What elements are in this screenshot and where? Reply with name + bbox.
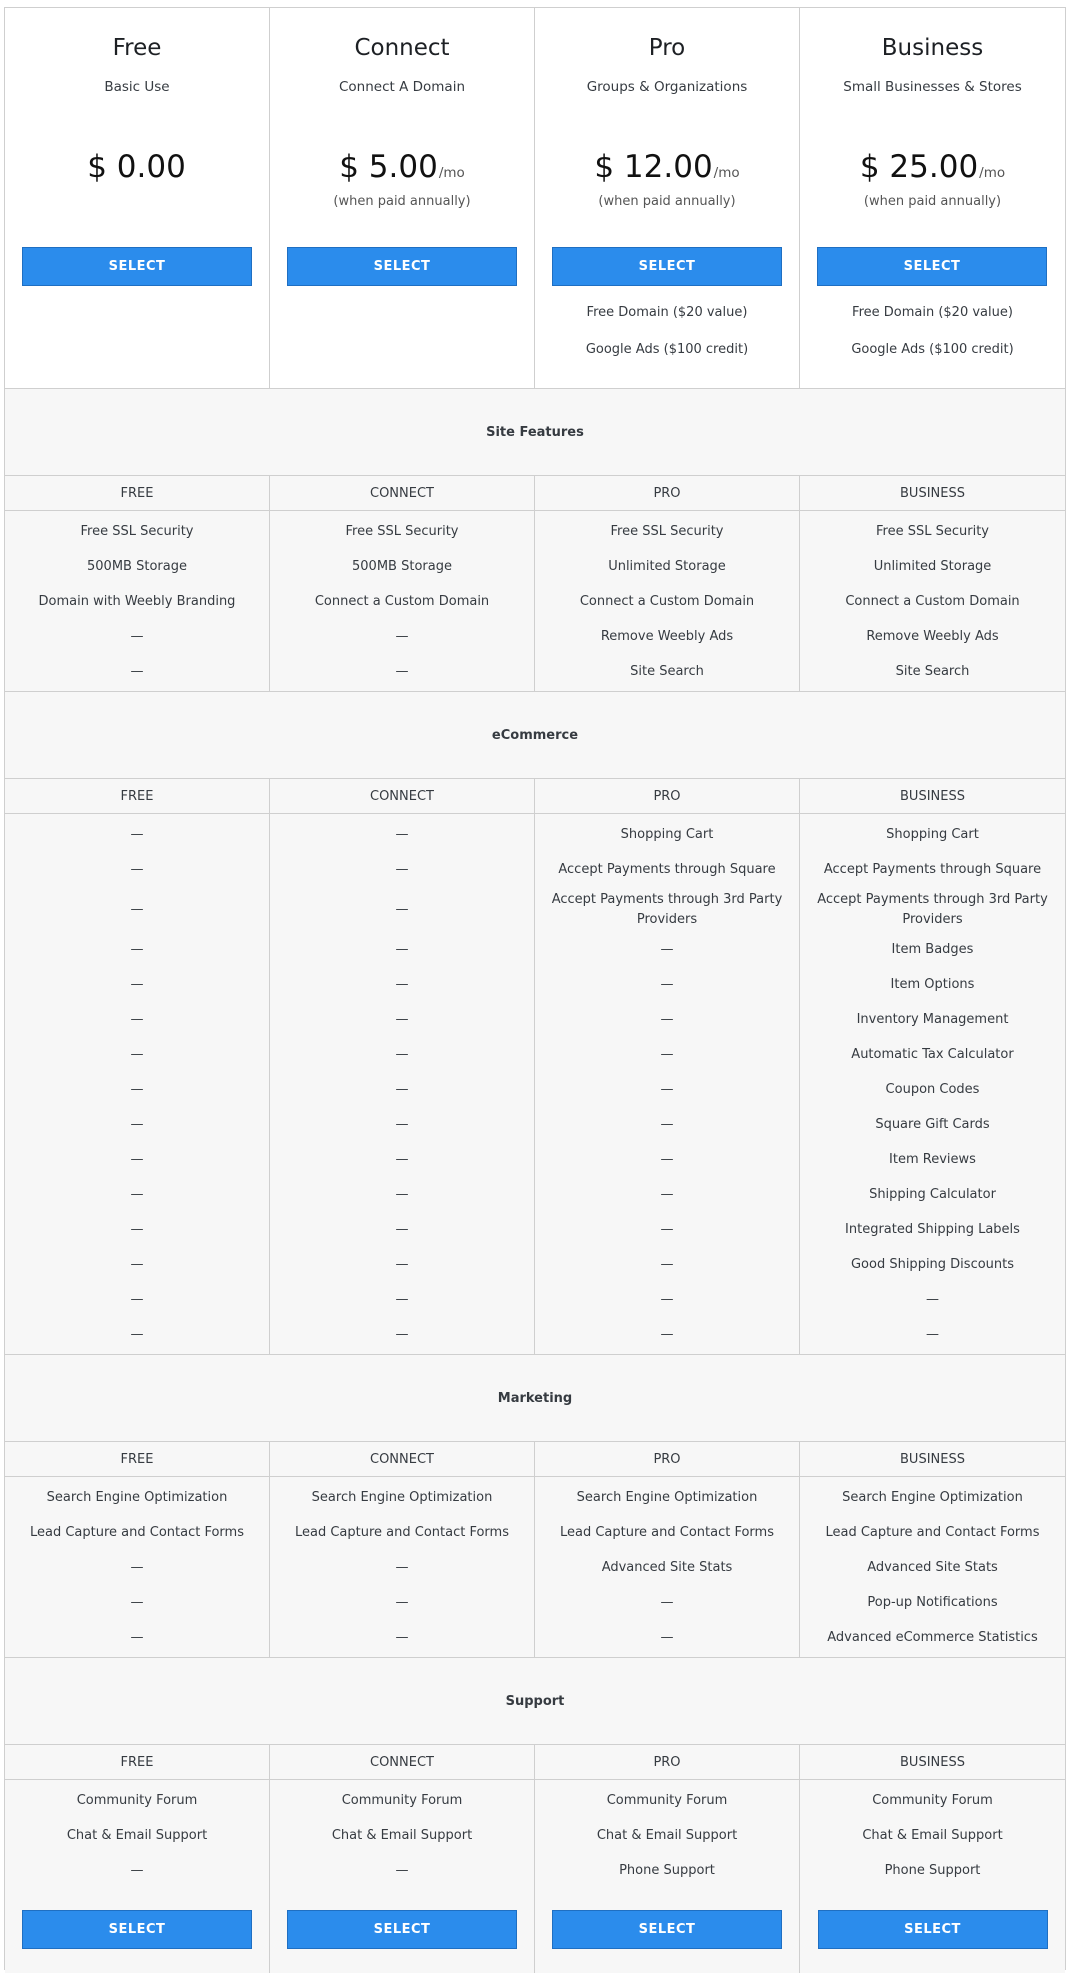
feature-item: — [395,976,409,992]
price-amount: $ 0.00 [87,149,186,185]
feature-item: — [395,861,409,877]
feature-item: Integrated Shipping Labels [845,1221,1020,1237]
feature-item: Accept Payments through 3rd Party Providers [817,891,1048,927]
column-header-row [5,1442,1065,1477]
column-header-free: FREE [5,1745,270,1780]
feature-column-business [800,814,1065,1354]
price-amount: $ 25.00 [859,149,979,185]
feature-item: Advanced Site Stats [601,1559,733,1575]
feature-item: — [660,1081,674,1097]
feature-item: Automatic Tax Calculator [851,1046,1014,1062]
billing-note: (when paid annually) [863,194,1002,209]
feature-item: — [130,861,144,877]
feature-item: Community Forum [872,1792,993,1808]
feature-item: — [660,1116,674,1132]
feature-item: Good Shipping Discounts [850,1256,1015,1272]
plan-subtitle: Basic Use [104,79,170,95]
plan-price [800,149,1065,185]
feature-item: Free SSL Security [80,523,194,539]
feature-item: Lead Capture and Contact Forms [559,1524,774,1540]
feature-item: Connect a Custom Domain [845,593,1020,609]
feature-item: Site Search [630,663,704,679]
feature-item: Square Gift Cards [875,1116,990,1132]
feature-column-pro [535,1780,800,1890]
feature-item: Phone Support [619,1862,715,1878]
feature-item: — [395,941,409,957]
price-amount: $ 12.00 [594,149,713,185]
plan-card-free [5,8,270,388]
column-header-row [5,1745,1065,1780]
feature-item: Community Forum [606,1792,728,1808]
feature-item: — [130,1081,144,1097]
feature-item: — [395,1081,409,1097]
feature-item: Chat & Email Support [862,1827,1003,1843]
feature-item: — [395,1046,409,1062]
feature-item: — [395,1116,409,1132]
feature-item: Advanced eCommerce Statistics [827,1629,1038,1645]
feature-column-business [800,511,1065,691]
footer-column [800,1890,1065,1973]
feature-column-free [5,814,270,1354]
feature-column-connect [270,511,535,691]
feature-item: Pop-up Notifications [867,1594,998,1610]
plan-header-row [5,8,1065,388]
plan-perk: Free Domain ($20 value) [852,305,1013,320]
feature-item: Chat & Email Support [66,1827,208,1843]
feature-item: — [130,976,144,992]
feature-column-free [5,1477,270,1657]
feature-item: — [395,1221,409,1237]
feature-item: Free SSL Security [610,523,724,539]
feature-item: Item Options [890,976,975,992]
feature-item: — [130,628,144,644]
feature-item: Community Forum [341,1792,463,1808]
feature-item: — [130,1221,144,1237]
pricing-table [4,7,1066,1970]
feature-item: — [395,1291,409,1307]
feature-sections [5,388,1065,1973]
plan-price [270,149,534,185]
feature-item: Domain with Weebly Branding [38,593,236,609]
feature-rows-ecommerce [5,814,1065,1354]
feature-item: — [660,1629,674,1645]
column-header-connect: CONNECT [270,779,535,814]
feature-item: — [130,1559,144,1575]
feature-column-pro [535,1477,800,1657]
column-header-pro: PRO [535,476,800,511]
feature-item: — [660,1256,674,1272]
feature-item: Connect a Custom Domain [579,593,755,609]
plan-name: Free [112,35,162,61]
feature-column-business [800,1780,1065,1890]
feature-item: Coupon Codes [885,1081,980,1097]
plan-perk: Google Ads ($100 credit) [851,342,1014,357]
feature-item: — [130,1256,144,1272]
plan-card-pro [535,8,800,388]
feature-item: Connect a Custom Domain [314,593,490,609]
feature-item: Advanced Site Stats [867,1559,998,1575]
feature-item: Free SSL Security [345,523,459,539]
price-amount: $ 5.00 [339,149,438,185]
plan-price [535,149,799,185]
plan-subtitle: Small Businesses & Stores [843,79,1022,95]
feature-column-free [5,1780,270,1890]
feature-item: — [130,1046,144,1062]
feature-item: — [130,1326,144,1342]
feature-item: Search Engine Optimization [842,1489,1023,1505]
plan-perk: Google Ads ($100 credit) [585,342,749,357]
feature-item: — [395,1256,409,1272]
plan-name: Connect [354,35,450,61]
feature-item: Search Engine Optimization [576,1489,758,1505]
feature-item: — [660,1046,674,1062]
price-period: /mo [979,165,1006,181]
billing-note: (when paid annually) [333,194,471,209]
feature-column-connect [270,814,535,1354]
plan-name: Pro [648,35,686,61]
section-title-site-features: Site Features [5,388,1065,476]
column-header-pro: PRO [535,1442,800,1477]
feature-item: — [660,1291,674,1307]
feature-item: — [395,663,409,679]
feature-item: — [130,1151,144,1167]
feature-item: — [660,1151,674,1167]
section-title-support: Support [5,1657,1065,1745]
feature-item: — [395,1151,409,1167]
column-header-business: BUSINESS [800,779,1065,814]
feature-column-business [800,1477,1065,1657]
feature-item: — [130,663,144,679]
footer-select-connect-button[interactable]: SELECT [287,1910,517,1949]
column-header-free: FREE [5,779,270,814]
feature-item: Accept Payments through Square [558,861,776,877]
feature-item: — [395,1011,409,1027]
feature-item: Phone Support [884,1862,981,1878]
feature-item: — [130,1594,144,1610]
plan-subtitle: Groups & Organizations [586,79,748,95]
feature-item: — [130,826,144,842]
select-free-button[interactable]: SELECT [22,247,252,286]
feature-item: — [395,1326,409,1342]
billing-note: (when paid annually) [598,194,736,209]
feature-item: Remove Weebly Ads [600,628,734,644]
feature-item: — [395,1594,409,1610]
feature-item: Item Badges [891,941,974,957]
column-header-connect: CONNECT [270,1745,535,1780]
feature-column-pro [535,511,800,691]
price-period: /mo [713,165,740,181]
feature-item: — [395,826,409,842]
feature-item: — [130,1862,144,1878]
feature-item: 500MB Storage [87,558,187,574]
feature-item: — [660,1011,674,1027]
feature-item: — [660,1594,674,1610]
footer-select-pro-button[interactable]: SELECT [552,1910,782,1949]
feature-rows-support [5,1780,1065,1890]
select-business-button[interactable]: SELECT [817,247,1047,286]
feature-item: Chat & Email Support [331,1827,473,1843]
feature-item: Inventory Management [856,1011,1009,1027]
feature-item: Lead Capture and Contact Forms [29,1524,244,1540]
plan-card-connect [270,8,535,388]
footer-select-free-button[interactable]: SELECT [22,1910,252,1949]
footer-column [270,1890,535,1973]
feature-column-connect [270,1477,535,1657]
feature-item: Lead Capture and Contact Forms [825,1524,1040,1540]
column-header-connect: CONNECT [270,1442,535,1477]
plan-price [5,149,269,185]
footer-select-row [5,1890,1065,1973]
feature-item: Community Forum [76,1792,198,1808]
column-header-business: BUSINESS [800,476,1065,511]
feature-item: Item Reviews [889,1151,976,1167]
section-title-marketing: Marketing [5,1354,1065,1442]
column-header-business: BUSINESS [800,1745,1065,1780]
feature-item: 500MB Storage [352,558,452,574]
feature-item: — [130,941,144,957]
plan-perk: Free Domain ($20 value) [586,305,748,320]
column-header-row [5,476,1065,511]
feature-item: Shipping Calculator [869,1186,996,1202]
plan-name: Business [881,35,984,61]
column-header-free: FREE [5,476,270,511]
feature-item: Lead Capture and Contact Forms [294,1524,509,1540]
feature-item: — [660,941,674,957]
footer-select-business-button[interactable]: SELECT [818,1910,1048,1949]
feature-item: — [395,1559,409,1575]
feature-item: — [660,1221,674,1237]
feature-item: Shopping Cart [620,826,714,842]
column-header-business: BUSINESS [800,1442,1065,1477]
feature-rows-site-features [5,511,1065,691]
feature-item: — [130,901,144,917]
feature-column-free [5,511,270,691]
feature-item: Remove Weebly Ads [866,628,999,644]
footer-column [5,1890,270,1973]
price-period: /mo [438,165,465,181]
plan-card-business [800,8,1065,388]
feature-item: — [660,976,674,992]
feature-item: — [130,1116,144,1132]
column-header-connect: CONNECT [270,476,535,511]
feature-item: — [130,1291,144,1307]
feature-item: Free SSL Security [876,523,989,539]
feature-item: Accept Payments through 3rd Party Providers [551,891,783,927]
feature-item: — [395,628,409,644]
feature-column-pro [535,814,800,1354]
feature-item: Chat & Email Support [596,1827,738,1843]
feature-item: — [395,1629,409,1645]
column-header-pro: PRO [535,1745,800,1780]
feature-column-connect [270,1780,535,1890]
feature-item: Unlimited Storage [873,558,992,574]
section-title-ecommerce: eCommerce [5,691,1065,779]
column-header-row [5,779,1065,814]
feature-item: — [395,901,409,917]
feature-item: — [395,1186,409,1202]
feature-item: — [130,1011,144,1027]
select-pro-button[interactable]: SELECT [552,247,782,286]
column-header-free: FREE [5,1442,270,1477]
footer-column [535,1890,800,1973]
feature-item: — [395,1862,409,1878]
feature-item: Accept Payments through Square [823,861,1042,877]
plan-subtitle: Connect A Domain [338,79,466,95]
feature-item: Search Engine Optimization [46,1489,228,1505]
feature-item: — [926,1291,939,1307]
feature-item: — [660,1186,674,1202]
column-header-pro: PRO [535,779,800,814]
feature-item: Site Search [895,663,970,679]
feature-item: — [926,1326,939,1342]
feature-item: — [660,1326,674,1342]
feature-item: — [130,1186,144,1202]
select-connect-button[interactable]: SELECT [287,247,517,286]
feature-item: — [130,1629,144,1645]
feature-rows-marketing [5,1477,1065,1657]
feature-item: Unlimited Storage [608,558,726,574]
feature-item: Shopping Cart [886,826,979,842]
feature-item: Search Engine Optimization [311,1489,493,1505]
